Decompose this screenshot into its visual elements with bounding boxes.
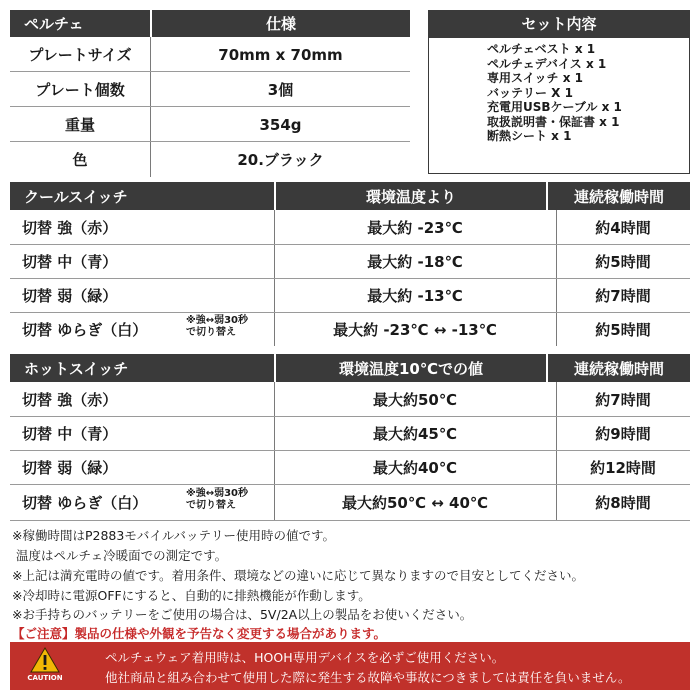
hot-header-temp: 環境温度10℃での値 <box>276 354 546 382</box>
hot-header-time: 連続稼働時間 <box>548 354 690 382</box>
temp-value: 最大約 -18℃ <box>367 252 463 271</box>
spec-value: 70mm x 70mm <box>218 45 343 64</box>
set-item: 専用スイッチ x 1 <box>487 71 583 85</box>
footnote: ※お手持ちのバッテリーをご使用の場合は、5V/2A以上の製品をお使いください。 <box>12 607 473 622</box>
set-item: ペルチェデバイス x 1 <box>487 56 607 71</box>
spec-value: 3個 <box>267 81 294 99</box>
temp-value: 最大約 -13℃ <box>367 286 463 305</box>
temp-value: 最大約50℃ ↔ 40℃ <box>341 493 489 512</box>
time-value: 約5時間 <box>595 320 651 339</box>
caution-line: ペルチェウェア着用時は、HOOH専用デバイスを必ずご使用ください。 <box>105 650 505 665</box>
cool-header-mode: クールスイッチ <box>10 182 274 210</box>
cool-header-temp: 環境温度より <box>276 182 546 210</box>
temp-value: 最大約 -23℃ <box>367 218 463 237</box>
caution-line: 他社商品と組み合わせて使用した際に発生する故障や事故につきましては責任を負いません。 <box>105 670 631 685</box>
spec-header-value: 仕様 <box>152 10 410 37</box>
spec-value: 20.ブラック <box>237 151 324 169</box>
time-value: 約5時間 <box>595 252 651 271</box>
mode-label: 切替 ゆらぎ（白） <box>22 320 148 339</box>
time-value: 約4時間 <box>595 218 651 237</box>
temp-value: 最大約 -23℃ ↔ -13℃ <box>333 320 497 339</box>
mode-label: 切替 中（青） <box>22 252 118 271</box>
hot-header-mode: ホットスイッチ <box>10 354 274 382</box>
footnote: ※稼働時間はP2883モバイルバッテリー使用時の値です。 <box>12 528 335 543</box>
cool-header-time: 連続稼働時間 <box>548 182 690 210</box>
time-value: 約7時間 <box>595 286 651 305</box>
spec-label: 色 <box>72 151 88 169</box>
spec-label: プレートサイズ <box>28 46 132 64</box>
time-value: 約12時間 <box>590 458 656 477</box>
hot-row <box>10 484 690 521</box>
caution-banner <box>10 642 690 690</box>
set-item: 充電用USBケーブル x 1 <box>487 100 622 114</box>
mode-label: 切替 強（赤） <box>22 218 118 237</box>
footnote: 温度はペルチェ冷暖面での測定です。 <box>16 548 228 563</box>
mode-label: 切替 ゆらぎ（白） <box>22 493 148 512</box>
set-item: ペルチェベスト x 1 <box>487 42 596 56</box>
spec-label: 重量 <box>64 116 95 134</box>
hot-row <box>10 450 690 485</box>
footnote: ※冷却時に電源OFFにすると、自動的に排熱機能が作動します。 <box>12 588 371 603</box>
set-item: 断熱シート x 1 <box>487 129 572 143</box>
footnote: ※上記は満充電時の値です。着用条件、環境などの違いに応じて異なりますので目安としてください。 <box>12 568 584 583</box>
temp-value: 最大約40℃ <box>372 458 458 477</box>
time-value: 約8時間 <box>595 493 651 512</box>
mode-label: 切替 強（赤） <box>22 390 118 409</box>
caution-label: CAUTION <box>27 674 63 682</box>
temp-value: 最大約45℃ <box>372 424 458 443</box>
mode-label: 切替 中（青） <box>22 424 118 443</box>
set-header: セット内容 <box>428 10 690 37</box>
time-value: 約7時間 <box>595 390 651 409</box>
set-item: バッテリー X 1 <box>487 85 573 100</box>
spec-value: 354g <box>259 115 302 134</box>
hot-row <box>10 382 690 417</box>
set-item: 取扱説明書・保証書 x 1 <box>487 114 620 129</box>
mode-label: 切替 弱（緑） <box>22 458 118 477</box>
spec-header-label: ペルチェ <box>10 10 150 37</box>
hot-row <box>10 416 690 451</box>
mode-label: 切替 弱（緑） <box>22 286 118 305</box>
temp-value: 最大約50℃ <box>372 390 458 409</box>
warning-notice: 【ご注意】製品の仕様や外観を予告なく変更する場合があります。 <box>12 626 387 641</box>
time-value: 約9時間 <box>595 424 651 443</box>
mode-note: ※強↔弱30秒 で切り替え <box>186 488 249 511</box>
spec-label: プレート個数 <box>35 81 125 99</box>
warning-triangle-icon <box>30 647 60 673</box>
mode-note: ※強↔弱30秒 で切り替え <box>186 315 249 338</box>
